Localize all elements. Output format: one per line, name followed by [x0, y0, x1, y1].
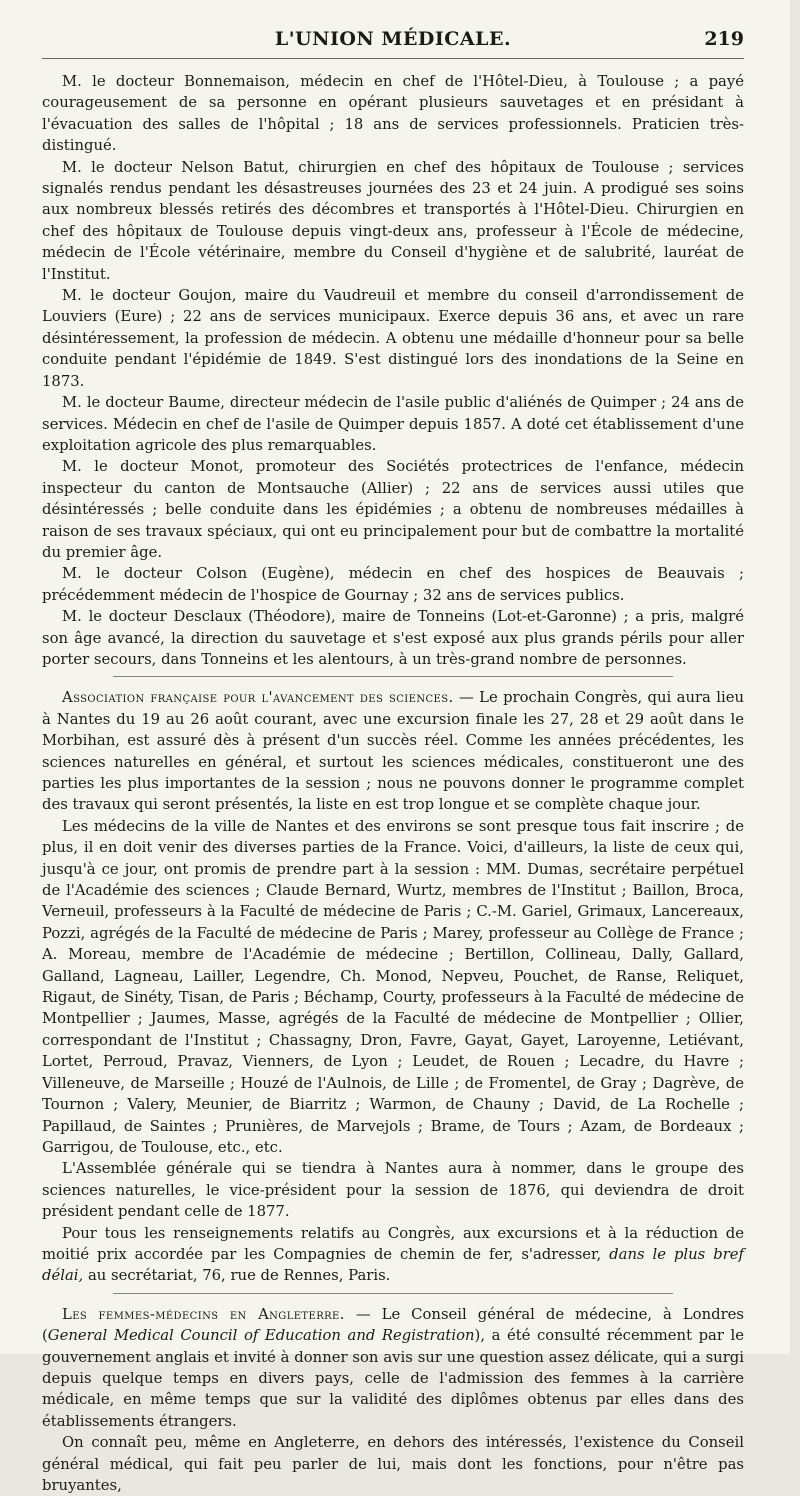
award-paragraph: M. le docteur Desclaux (Théodore), maire de Tonneins (Lot-et-Garonne) ; a pris, malgré son âge avancé, la direction du sauvetage et s'est exposé aux plus grands périls pour aller porter secours, dans Tonneins et les alentours, à un très-grand nombre de personnes. [42, 608, 744, 668]
femmes-section [42, 1304, 744, 1496]
association-section [42, 687, 744, 1286]
award-paragraph: M. le docteur Goujon, maire du Vaudreuil et membre du conseil d'arrondissement de Louviers (Eure) ; 22 ans de services municipaux. Exerce depuis 36 ans, et avec un rare désintéressement, la profession de médecin. A obtenu une médaille d'honneur pour sa belle conduite pendant l'épidémie de 1849. S'est distingué lors des inondations de la Seine en 1873. [42, 287, 744, 390]
femmes-intro: Les femmes-médecins en Angleterre. — Le Conseil général de médecine, à Londres (General Medical Council of Education and Registration), a été consulté récemment par le gouvernement anglais et invité à donner son avis sur une question assez délicate, qui a surgi depuis quelque temps en divers pays, celle de l'admission des femmes à la carrière médicale, en même temps que sur la validité des diplômes obtenus par elles dans des établissements étrangers. [42, 1305, 744, 1430]
section-divider [113, 676, 673, 677]
running-title: L'UNION MÉDICALE. [274, 28, 512, 50]
association-heading: Association française pour l'avancement des sciences. [62, 689, 454, 707]
award-paragraph: M. le docteur Colson (Eugène), médecin en chef des hospices de Beauvais ; précédemment médecin de l'hospice de Gournay ; 32 ans de services publics. [42, 565, 744, 604]
award-paragraph: M. le docteur Baume, directeur médecin de l'asile public d'aliénés de Quimper ; 24 ans de services. Médecin en chef de l'asile de Quimper depuis 1857. A doté cet établissement d'une exploitation agricole des plus remarquables. [42, 394, 744, 454]
association-emphasis: dans le plus bref délai, [42, 1245, 744, 1285]
award-paragraph: M. le docteur Bonnemaison, médecin en chef de l'Hôtel-Dieu, à Toulouse ; a payé courageusement de sa personne en opérant plusieurs sauvetages et en présidant à l'évacuation des salles de l'hôpital ; 18 ans de services professionnels. Praticien très-distingué. [42, 73, 744, 155]
award-paragraph: M. le docteur Monot, promoteur des Sociétés protectrices de l'enfance, médecin inspecteur du canton de Montsauche (Allier) ; 22 ans de services aussi utiles que désintéressés ; belle conduite dans les épidémies ; a obtenu de nombreuses médailles à raison de ses travaux spéciaux, qui ont eu principalement pour but de combattre la mortalité du premier âge. [42, 458, 744, 561]
award-paragraph: M. le docteur Nelson Batut, chirurgien en chef des hôpitaux de Toulouse ; services signalés rendus pendant les désastreuses journées des 23 et 24 juin. A prodigué ses soins aux nombreux blessés retirés des décombres et transportés à l'Hôtel-Dieu. Chirurgien en chef des hôpitaux de Toulouse depuis vingt-deux ans, professeur à l'École de médecine, médecin de l'École vétérinaire, membre du Conseil d'hygiène et de salubrité, lauréat de l'Institut. [42, 158, 744, 283]
association-intro [42, 687, 744, 815]
association-contact: Pour tous les renseignements relatifs au Congrès, aux excursions et à la réduction de moitié prix accordée par les Compagnies de chemin de fer, s'adresser, dans le plus bref délai, au secrétariat, 76, rue de Rennes, Paris. [42, 1224, 744, 1285]
awards-list [42, 71, 744, 670]
association-attendees: Les médecins de la ville de Nantes et des environs se sont presque tous fait inscrire ; de plus, il en doit venir des diverses parties de la France. Voici, d'ailleurs, la liste de ceux qui, jusqu'à ce jour, ont promis de prendre part à la session : MM. Dumas, secrétaire perpétuel de l'Académie des sciences ; Claude Bernard, Wurtz, membres de l'Institut ; Baillon, Broca, Verneuil, professeurs à la Faculté de médecine de Paris ; C.-M. Gariel, Grimaux, Lancereaux, Pozzi, agrégés de la Faculté de médecine de Paris ; Marey, professeur au Collège de France ; A. Moreau, membre de l'Académie de médecine ; Bertillon, Collineau, Dally, Gallard, Galland, Lagneau, Lailler, Legendre, Ch. Monod, Nepveu, Pouchet, de Ranse, Reliquet, Rigaut, de Sinéty, Tisan, de Paris ; Béchamp, Courty, professeurs à la Faculté de médecine de Montpellier ; Jaumes, Masse, agrégés de la Faculté de médecine de Montpellier ; Ollier, correspondant de l'Institut ; Chassagny, Dron, Favre, Gayat, Gayet, Laroyenne, Letiévant, Lortet, Perroud, Pravaz, Vienners, de Lyon ; Leudet, de Rouen ; Lecadre, du Havre ; Villeneuve, de Marseille ; Houzé de l'Aulnois, de Lille ; de Fromentel, de Gray ; Dagrève, de Tournon ; Valery, Meunier, de Biarritz ; Warmon, de Chauny ; David, de La Rochelle ; Papillaud, de Saintes ; Prunières, de Marvejols ; Brame, de Tours ; Azam, de Bordeaux ; Garrigou, de Toulouse, etc., etc. [42, 817, 744, 1156]
section-divider [113, 1293, 673, 1294]
page-number: 219 [704, 28, 744, 50]
femmes-continued: On connaît peu, même en Angleterre, en dehors des intéressés, l'existence du Conseil général médical, qui fait peu parler de lui, mais dont les fonctions, pour n'être pas bruyantes, [42, 1434, 744, 1494]
association-text: — Le prochain Congrès, qui aura lieu à Nantes du 19 au 26 août courant, avec une excursion finale les 27, 28 et 29 août dans le Morbihan, est assuré dès à présent d'un succès réel. Comme les années précédentes, les sciences naturelles en général, et surtout les sciences médicales, constitueront une des parties les plus importantes de la session ; nous ne pouvons donner le programme complet des travaux qui seront présentés, la liste en est trop longue et se complète chaque jour. [42, 689, 744, 814]
femmes-heading: Les femmes-médecins en Angleterre. [62, 1305, 345, 1323]
page-header [42, 28, 744, 59]
council-name: General Medical Council of Education and Registration [47, 1327, 475, 1345]
association-assembly: L'Assemblée générale qui se tiendra à Nantes aura à nommer, dans le groupe des sciences naturelles, le vice-président pour la session de 1876, qui deviendra de droit président pendant celle de 1877. [42, 1160, 744, 1221]
